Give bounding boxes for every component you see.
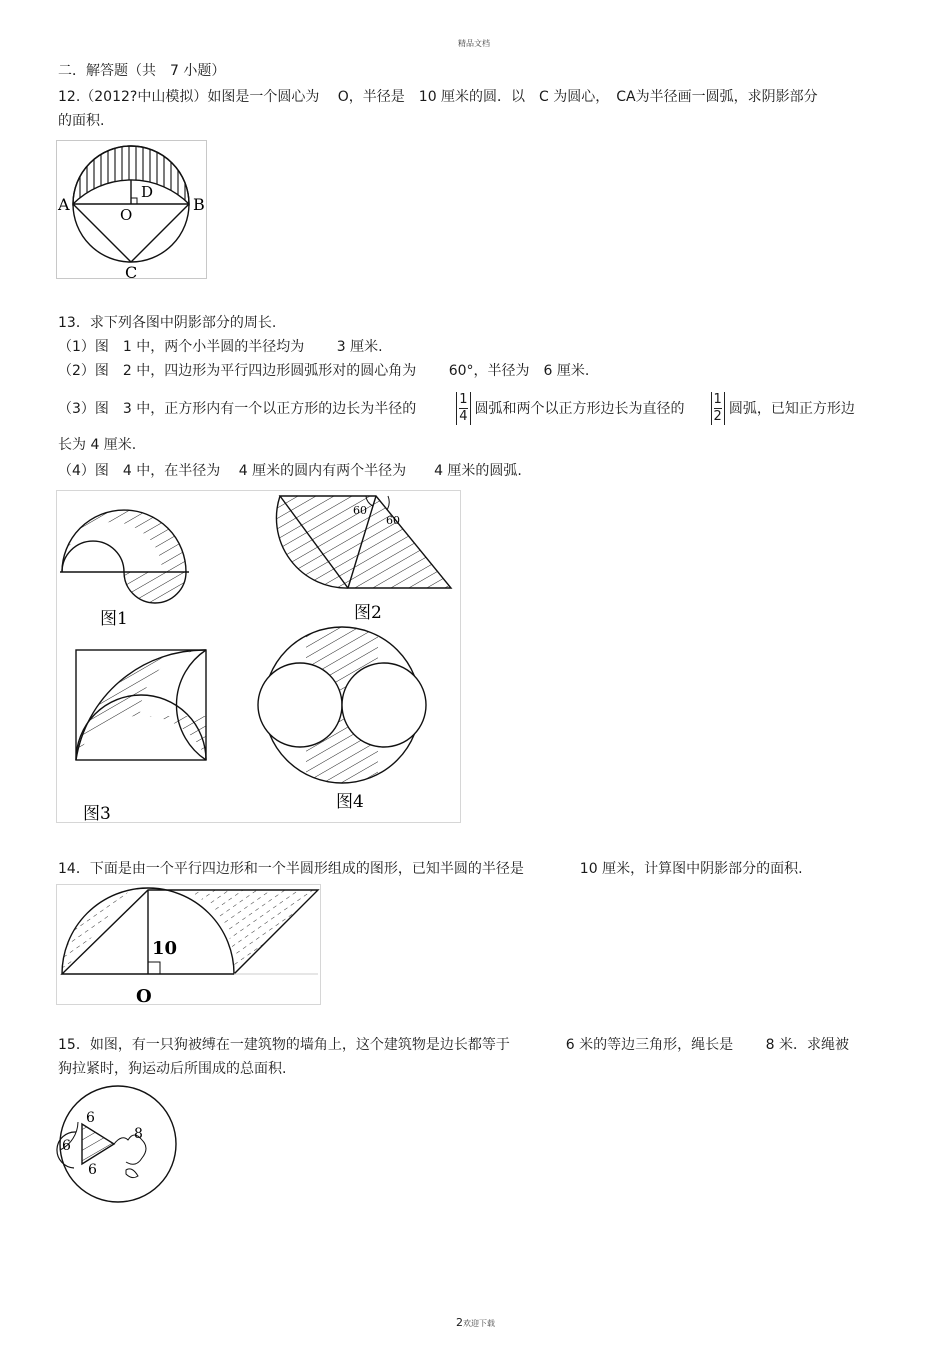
q13-item4: （4）图 4 中，在半径为 4 厘米的圆内有两个半径为 4 厘米的圆弧. (58, 463, 522, 479)
q12-label-a: A (58, 195, 70, 214)
q12-label-b: B (193, 195, 205, 214)
fig2-angle-label-2: 60 (386, 514, 400, 527)
q12-label-d: D (141, 183, 154, 201)
page-number: 2 (456, 1316, 463, 1329)
figure-2 (276, 496, 451, 623)
half-fraction (711, 392, 725, 425)
fig3-caption: 图3 (83, 804, 111, 824)
fig2-caption: 图2 (354, 603, 382, 623)
q15-text-line1: 15．如图，有一只狗被缚在一建筑物的墙角上，这个建筑物是边长都等于 6 米的等边三角形，绳长是 8 米．求绳被 (58, 1037, 849, 1053)
fraction-denominator: 4 (459, 409, 468, 424)
q15-rope-label: 8 (134, 1126, 143, 1142)
q12-label-c: C (125, 263, 138, 282)
q14-center-label: O (136, 986, 152, 1007)
q15-text-line2: 狗拉紧时，狗运动后所围成的总面积. (58, 1061, 287, 1077)
footer (456, 1316, 495, 1329)
q13-item1: （1）图 1 中，两个小半圆的半径均为 3 厘米. (58, 339, 383, 355)
q13-item3-part-b: 圆弧和两个以正方形边长为直径的 (474, 400, 685, 417)
figure-4 (258, 617, 426, 812)
fig2-angle-label-1: 60 (353, 504, 367, 517)
q13-item3 (58, 392, 855, 425)
q13-item3-part-a: （3）图 3 中，正方形内有一个以正方形的边长为半径的 (58, 400, 417, 417)
section-title: 二．解答题（共 7 小题） (58, 63, 226, 79)
q14-figure (56, 884, 322, 1006)
fraction-numerator: 1 (459, 392, 468, 407)
quarter-fraction (456, 392, 470, 425)
q13-figures-panel (56, 490, 462, 824)
figure-1 (60, 510, 189, 629)
q12-text-line2: 的面积. (58, 113, 105, 129)
fraction-numerator: 1 (713, 392, 722, 407)
q15-side-left-label: 6 (62, 1138, 71, 1154)
q13-item2: （2）图 2 中，四边形为平行四边形圆弧形对的圆心角为 60°，半径为 6 厘米. (58, 363, 590, 379)
footer-download: 欢迎下载 (463, 1319, 495, 1328)
q15-side-top-label: 6 (86, 1110, 95, 1126)
q14-radius-label: 10 (152, 938, 178, 959)
q13-title: 13．求下列各图中阴影部分的周长. (58, 315, 277, 331)
figure-3 (76, 650, 206, 824)
q12-text-line1: 12.（2012?中山模拟）如图是一个圆心为 O，半径是 10 厘米的圆．以 C 为圆心， CA为半径画一圆弧，求阴影部分 (58, 89, 818, 105)
q12-label-o: O (120, 206, 133, 224)
q15-figure (56, 1082, 180, 1206)
fraction-denominator: 2 (713, 409, 722, 424)
q15-side-bottom-label: 6 (88, 1162, 97, 1178)
q13-item3-continued: 长为 4 厘米. (58, 437, 137, 453)
q12-figure (56, 140, 208, 280)
header-watermark: 精品文档 (458, 39, 490, 48)
fig1-caption: 图1 (100, 609, 128, 629)
q14-text: 14．下面是由一个平行四边形和一个半圆形组成的图形，已知半圆的半径是 10 厘米，计算图中阴影部分的面积. (58, 861, 803, 877)
q13-item3-part-c: 圆弧，已知正方形边 (728, 400, 855, 417)
fig4-caption: 图4 (336, 792, 364, 812)
